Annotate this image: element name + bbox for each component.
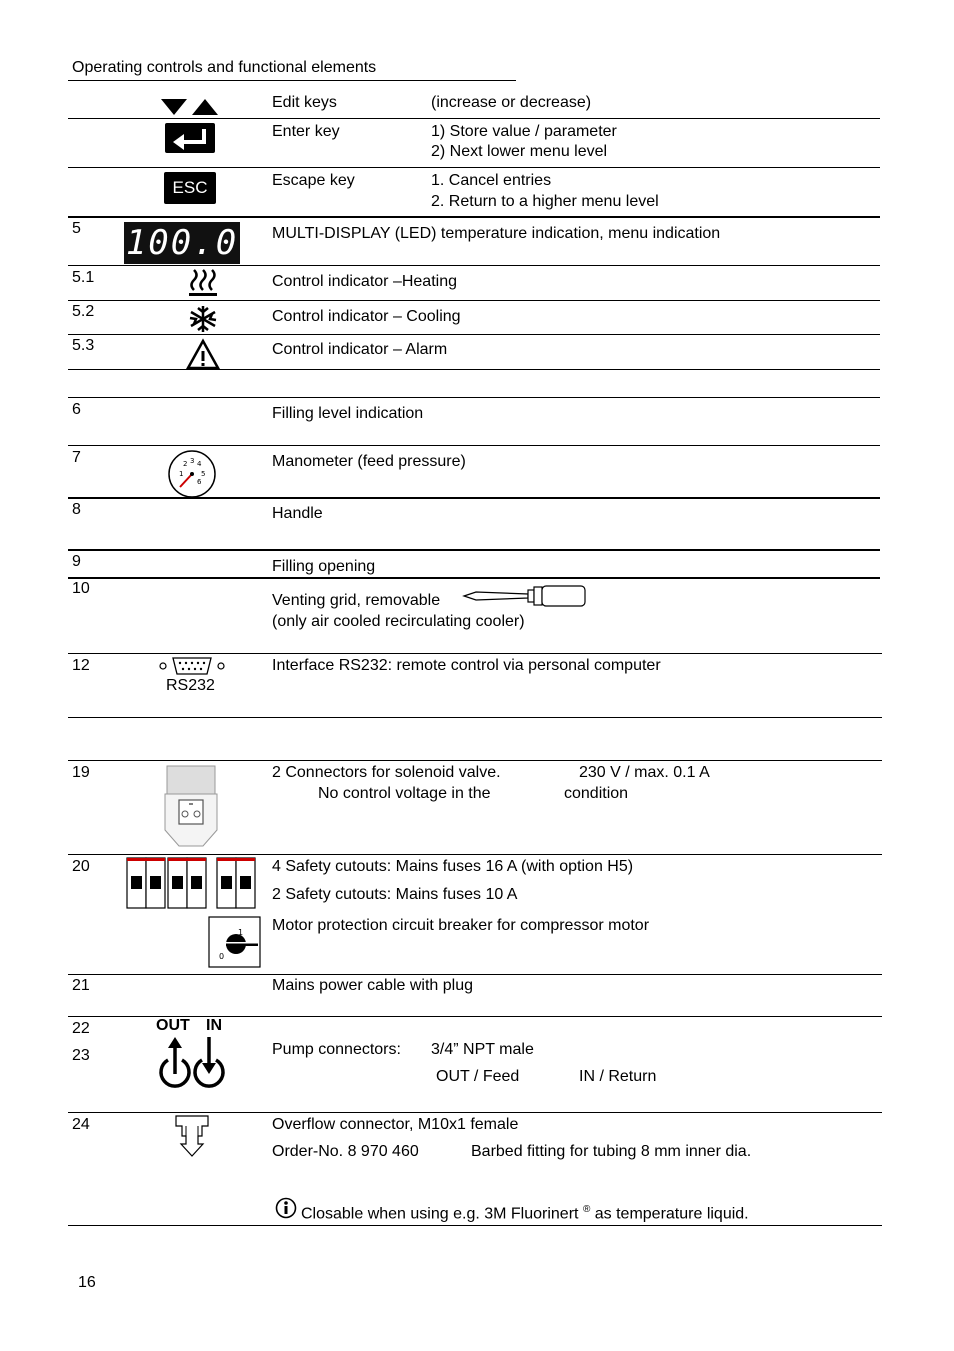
rs232-connector-icon [158, 655, 228, 677]
pump-text: Pump connectors: [272, 1041, 401, 1058]
item-number-8: 8 [72, 501, 81, 518]
row-divider [68, 118, 880, 119]
row-divider [68, 974, 882, 975]
row-divider [68, 497, 880, 499]
item-number-9: 9 [72, 553, 81, 570]
item-number-12: 12 [72, 657, 90, 674]
venting-text-1: Venting grid, removable [272, 592, 441, 609]
overflow-text-1: Overflow connector, M10x1 female [272, 1116, 519, 1133]
item-number-5-3: 5.3 [72, 337, 95, 354]
snowflake-icon [187, 304, 219, 334]
handle-text: Handle [272, 505, 323, 522]
row-divider [68, 717, 882, 718]
safety-text-1: 4 Safety cutouts: Mains fuses 16 A (with option H5) [272, 858, 634, 875]
item-number-5: 5 [72, 220, 81, 237]
row-divider [68, 167, 880, 168]
heating-text: Control indicator –Heating [272, 273, 457, 290]
item-number-7: 7 [72, 449, 81, 466]
alarm-warning-icon [186, 338, 220, 370]
pump-out-label: OUT [156, 1017, 190, 1034]
title-underline [68, 80, 516, 81]
row-divider [68, 216, 880, 218]
overflow-note-part-b: as temperature liquid. [594, 1205, 749, 1223]
overflow-note [301, 1200, 749, 1224]
escape-key-desc-2: 2. Return to a higher menu level [431, 193, 659, 210]
enter-key-desc-1: 1) Store value / parameter [431, 123, 617, 140]
item-number-10: 10 [72, 580, 90, 597]
enter-key-label: Enter key [272, 123, 340, 140]
item-number-19: 19 [72, 764, 90, 781]
row-divider [68, 1112, 882, 1113]
svg-text:0: 0 [219, 952, 225, 961]
row-divider [68, 397, 880, 398]
row-divider [68, 1225, 882, 1226]
overflow-order-desc: Barbed fitting for tubing 8 mm inner dia. [471, 1143, 752, 1160]
led-display-icon: 100.0 [125, 223, 239, 263]
solenoid-text-2: No control voltage in the [318, 785, 491, 802]
item-number-23: 23 [72, 1047, 90, 1064]
row-divider [68, 1016, 882, 1017]
svg-text:4: 4 [197, 460, 202, 468]
row-divider [68, 334, 880, 335]
filling-level-text: Filling level indication [272, 405, 424, 422]
row-divider [68, 577, 880, 579]
registered-mark: ® [582, 1204, 591, 1215]
overflow-note-part-a: Closable when using e.g. 3M Fluorinert [301, 1205, 579, 1223]
item-number-24: 24 [72, 1116, 90, 1133]
safety-text-2: 2 Safety cutouts: Mains fuses 10 A [272, 886, 518, 903]
solenoid-text-1: 2 Connectors for solenoid valve. [272, 764, 501, 781]
item-number-20: 20 [72, 858, 90, 875]
enter-key-icon [164, 122, 216, 154]
row-divider [68, 369, 880, 370]
pump-in-text: IN / Return [579, 1068, 657, 1085]
venting-text-2: (only air cooled recirculating cooler) [272, 613, 525, 630]
page-number: 16 [78, 1274, 96, 1291]
row-divider [68, 445, 880, 446]
esc-key-icon: ESC [164, 172, 216, 204]
filling-opening-text: Filling opening [272, 558, 376, 575]
row-divider [68, 549, 880, 551]
item-number-5-1: 5.1 [72, 269, 95, 286]
overflow-connector-icon [174, 1114, 210, 1158]
overflow-order-number: Order-No. 8 970 460 [272, 1143, 419, 1160]
item-number-21: 21 [72, 977, 90, 994]
row-divider [68, 300, 880, 301]
enter-key-desc-2: 2) Next lower menu level [431, 143, 608, 160]
svg-text:6: 6 [197, 478, 202, 486]
pump-spec: 3/4” NPT male [431, 1041, 534, 1058]
escape-key-label: Escape key [272, 172, 355, 189]
edit-keys-label: Edit keys [272, 94, 337, 111]
pump-in-label: IN [206, 1017, 222, 1034]
rs232-text: Interface RS232: remote control via personal computer [272, 657, 661, 674]
svg-text:5: 5 [201, 470, 206, 478]
cooling-text: Control indicator – Cooling [272, 308, 461, 325]
motor-breaker-icon [208, 916, 262, 968]
rs232-icon-label: RS232 [166, 677, 215, 694]
pump-out-text: OUT / Feed [436, 1068, 520, 1085]
svg-text:1: 1 [238, 928, 244, 937]
item-number-6: 6 [72, 401, 81, 418]
heating-icon [188, 268, 218, 300]
solenoid-rating: 230 V / max. 0.1 A [579, 764, 710, 781]
solenoid-connector-icon [163, 764, 219, 850]
manometer-gauge-icon [167, 449, 217, 499]
safety-text-3: Motor protection circuit breaker for compressor motor [272, 917, 650, 934]
row-divider [68, 653, 882, 654]
solenoid-text-3: condition [564, 785, 629, 802]
pump-connectors-icon [156, 1036, 234, 1088]
svg-text:2: 2 [183, 460, 188, 468]
alarm-text: Control indicator – Alarm [272, 341, 448, 358]
escape-key-desc-1: 1. Cancel entries [431, 172, 552, 189]
info-icon [275, 1197, 297, 1219]
edit-keys-desc: (increase or decrease) [431, 94, 592, 111]
safety-cutouts-icon [126, 856, 258, 910]
item-number-5-2: 5.2 [72, 303, 95, 320]
multi-display-text: MULTI-DISPLAY (LED) temperature indication, menu indication [272, 225, 721, 242]
screwdriver-icon [462, 584, 588, 608]
row-divider [68, 265, 880, 266]
arrow-down-up-icon [160, 97, 220, 117]
svg-text:1: 1 [179, 470, 184, 478]
item-number-22: 22 [72, 1020, 90, 1037]
row-divider [68, 854, 882, 855]
mains-text: Mains power cable with plug [272, 977, 473, 994]
svg-text:3: 3 [190, 457, 195, 465]
row-divider [68, 760, 882, 761]
section-title: Operating controls and functional elements [72, 59, 377, 76]
manometer-text: Manometer (feed pressure) [272, 453, 466, 470]
